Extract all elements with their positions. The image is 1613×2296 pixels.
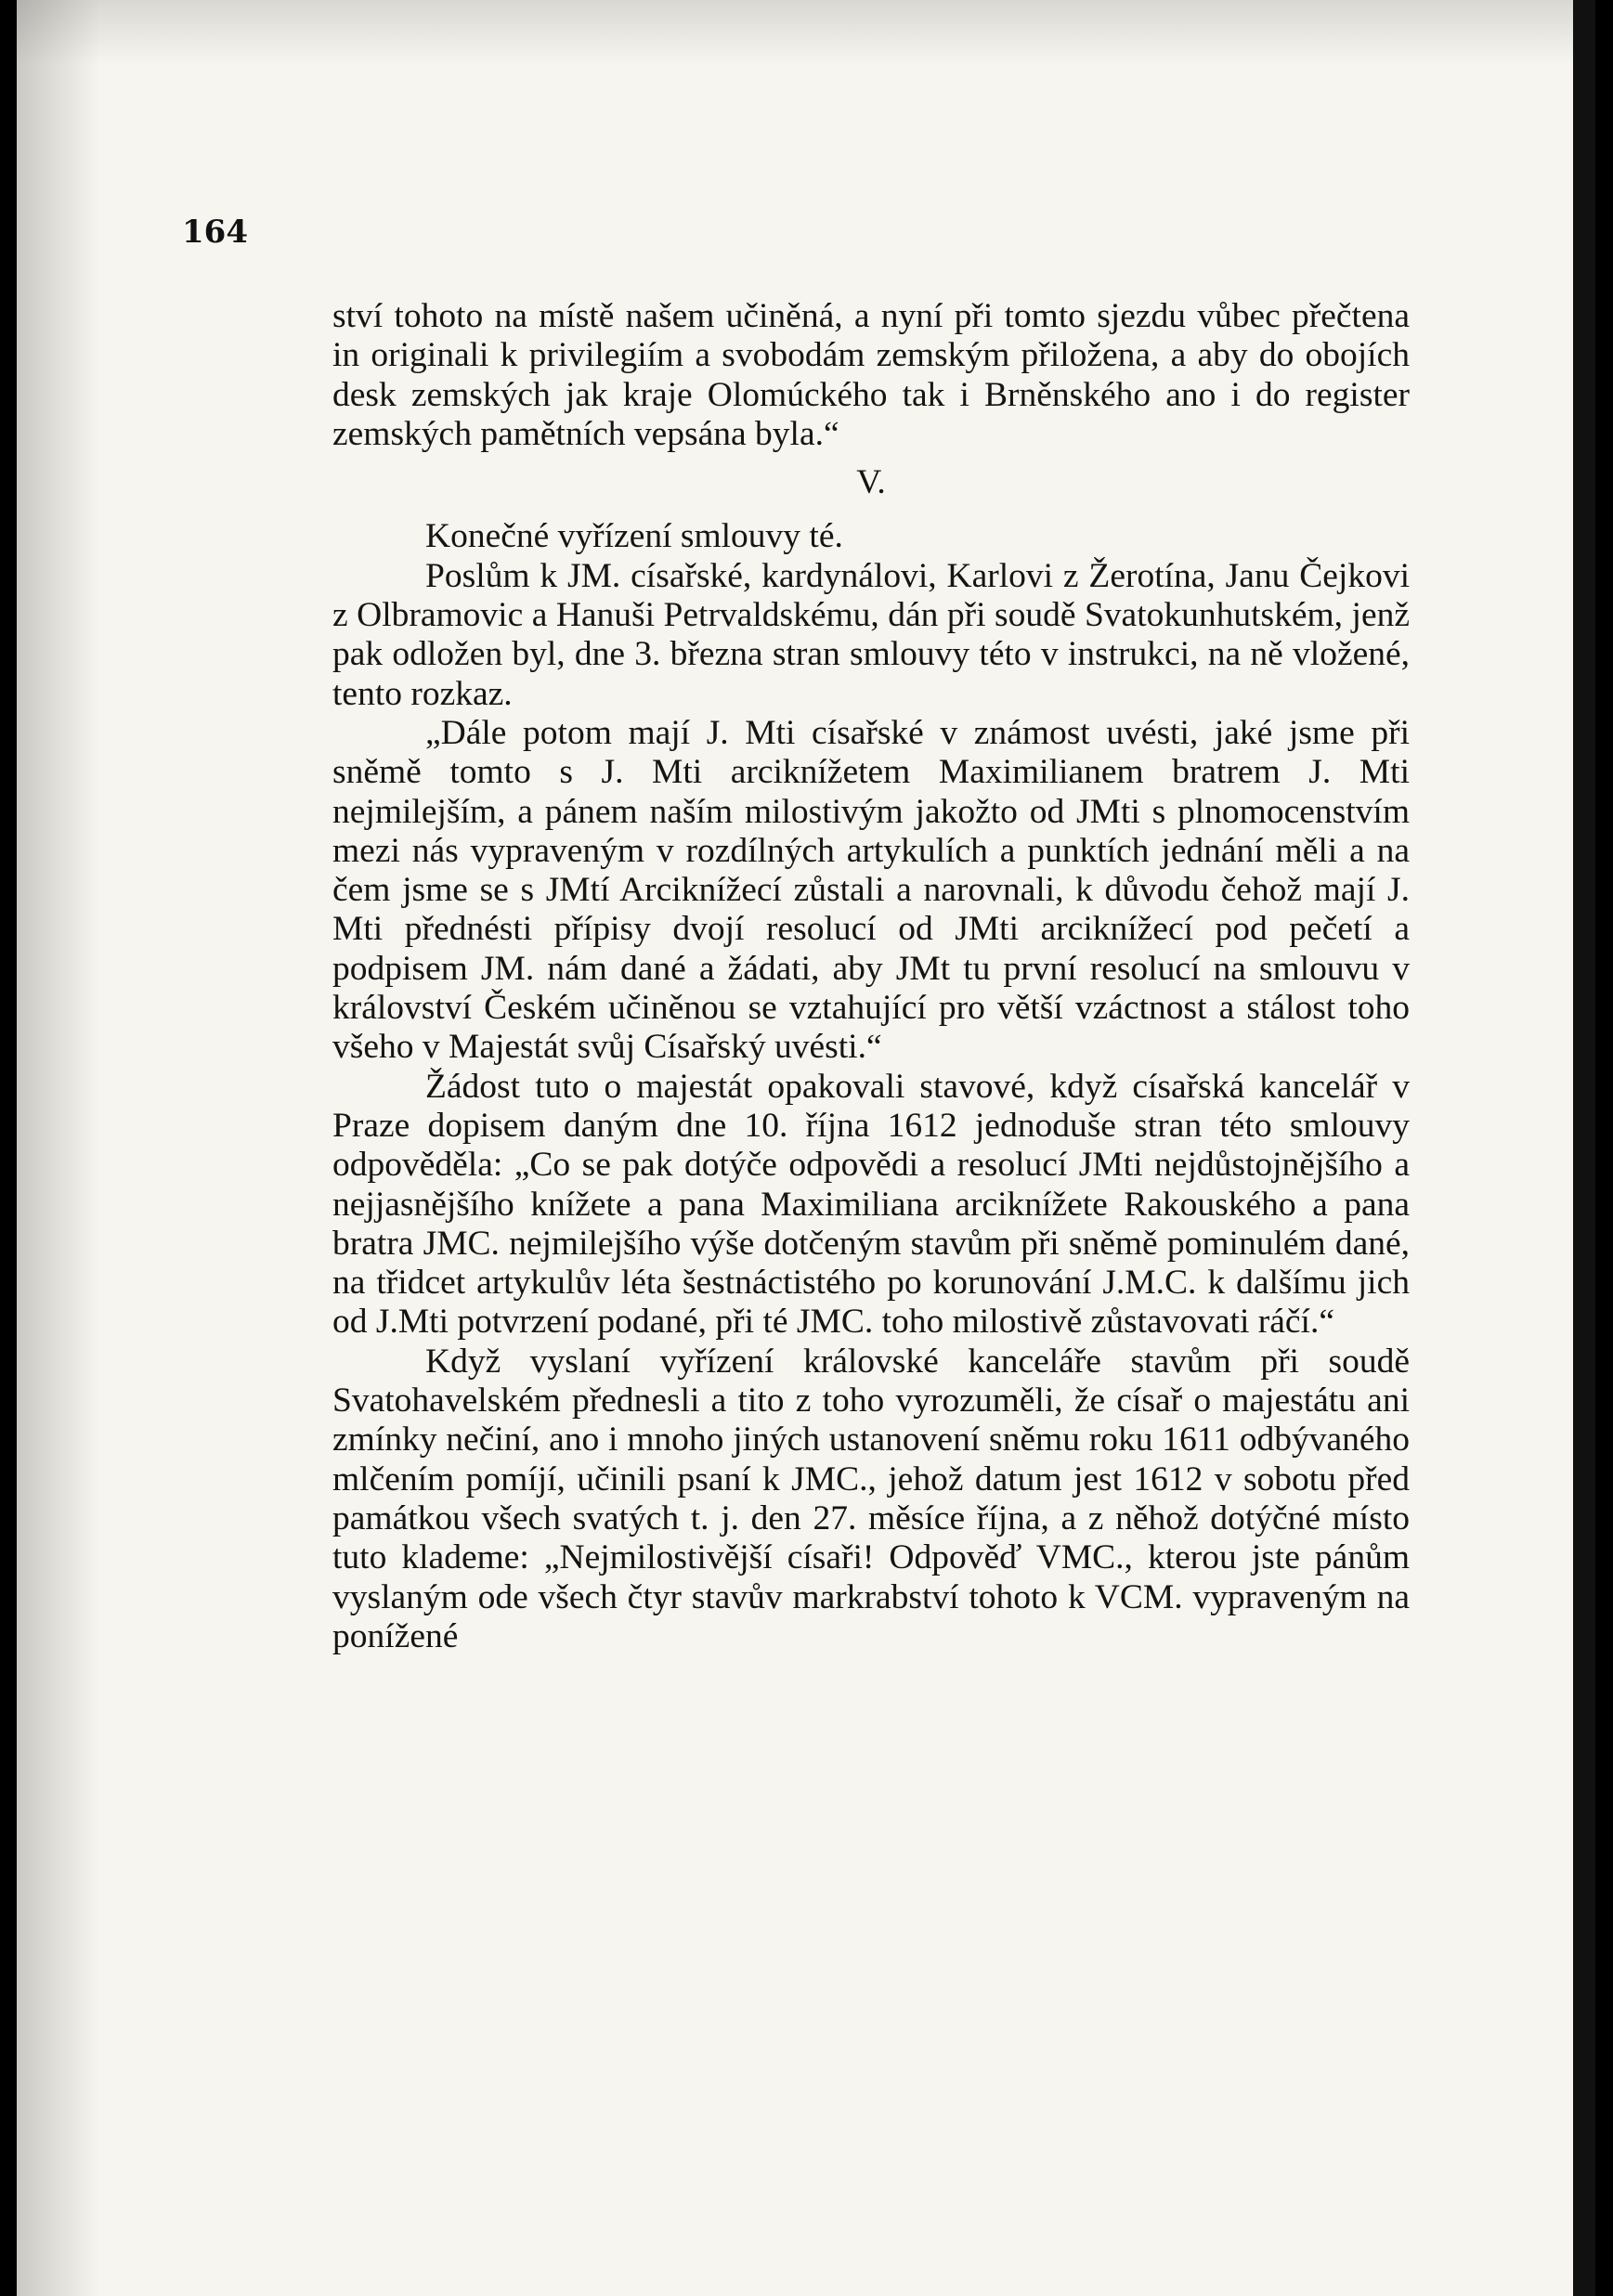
paragraph: Žádost tuto o majestát opakovali stavové, když císařská kancelář v Praze dopisem daným dne 10. října 1612 jednoduše stran této smlouvy odpověděla: „Co se pak dotýče odpovědi a resolucí JMti nejdůstojnějšího a nejjasnějšího knížete a pana Maximiliana arciknížete Rakouského a pana bratra JMC. nejmilejšího výše dotčeným stavům při sněmě pominulém dané, na třidcet artykulův léta šestnáctistého po korunování J.M.C. k dalšímu jich od J.Mti potvrzení podané, při té JMC. toho milostivě zůstavovati ráčí.“ [332,1067,1410,1342]
page-number: 164 [182,214,248,251]
paragraph: „Dále potom mají J. Mti císařské v známost uvésti, jaké jsme při sněmě tomto s J. Mti arciknížetem Maximilianem bratrem J. Mti nejmilejším, a pánem naším milostivým jakožto od JMti s plnomocenstvím mezi nás vypraveným v rozdílných artykulích a punktích jednání měli a na čem jsme se s JMtí Arciknížecí zůstali a narovnali, k důvodu čehož mají J. Mti přednésti přípisy dvojí resolucí od JMti arciknížecí pod pečetí a podpisem JM. nám dané a žádati, aby JMt tu první resolucí na smlouvu v království Českém učiněnou se vztahující pro větší vzáctnost a stálost toho všeho v Majestát svůj Císařský uvésti.“ [332,713,1410,1067]
body-text [332,297,1410,1656]
paragraph: Když vyslaní vyřízení královské kanceláře stavům při soudě Svatohavelském přednesli a tito z toho vyrozuměli, že císař o majestátu ani zmínky nečiní, ano i mnoho jiných ustanovení sněmu roku 1611 odbývaného mlčením pomíjí, učinili psaní k JMC., jehož datum jest 1612 v sobotu před památkou všech svatých t. j. den 27. měsíce října, a z něhož dotýčné místo tuto klademe: „Nejmilostivější císaři! Odpověď VMC., kterou jste pánům vyslaným ode všech čtyr stavův markrabství tohoto k VCM. vypraveným na ponížené [332,1342,1410,1655]
section-heading: V. [856,463,886,502]
page-edge-shadow-top [17,0,1595,65]
scanned-page [17,0,1595,2296]
paragraph-continuation: ství tohoto na místě našem učiněná, a nyní při tomto sjezdu vůbec přečtena in originali k privilegiím a svobodám zemským přiložena, a aby do obojích desk zemských jak kraje Olomúckého tak i Brněnského ano i do register zemských pamětních vepsána byla.“ [332,297,1410,453]
page-edge-right [1573,0,1595,2296]
paragraph: Poslům k JM. císařské, kardynálovi, Karlovi z Žerotína, Janu Čejkovi z Olbramovic a Hanuši Petrvaldskému, dán při soudě Svatokunhutském, jenž pak odložen byl, dne 3. března stran smlouvy této v instrukci, na ně vložené, tento rozkaz. [332,556,1410,713]
section-title: Konečné vyřízení smlouvy té. [425,517,843,556]
page-edge-shadow-left [17,0,100,2296]
